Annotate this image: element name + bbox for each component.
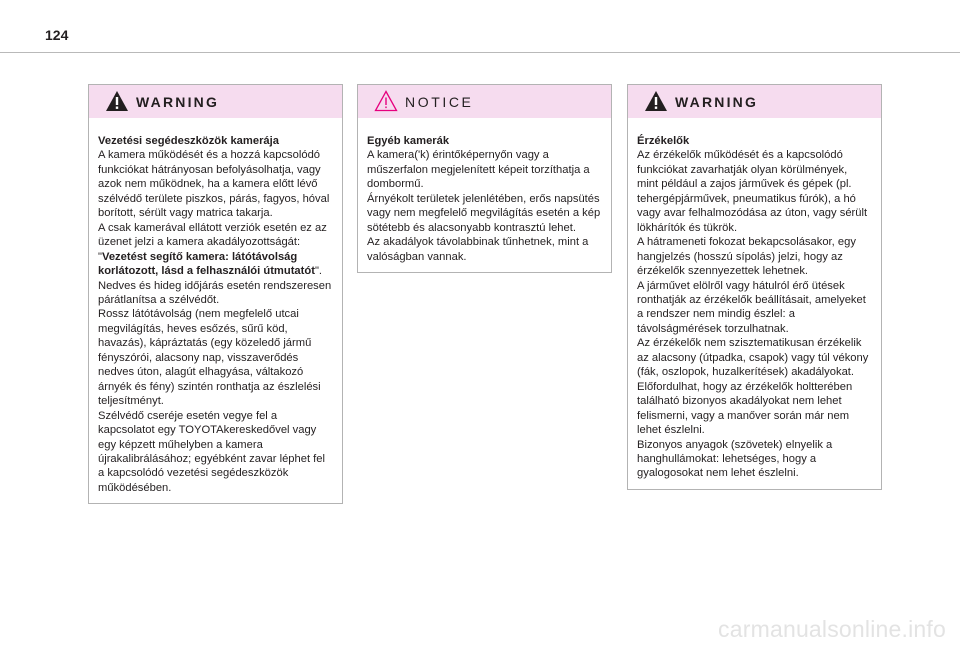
watermark: carmanualsonline.info [718, 616, 946, 642]
box-title: NOTICE [405, 94, 474, 110]
paragraph: Szélvédő cseréje esetén vegye fel a kapcsolatot egy TOYOTAkereskedővel vagy egy képzett műhelyben a kamera újrakalibrálásához; egyébként zavar léphet fel a kapcsolódó vezetési segédeszközök működésében. [98, 409, 325, 494]
box-header [358, 85, 611, 118]
message-text: Vezetést segítő kamera: látótávolság korlátozott, lásd a felhasználói útmutatót [98, 250, 315, 278]
paragraph: A csak kamerával ellátott verziók esetén ez az üzenet jelzi a kamera akadályozottságát: " [98, 221, 327, 263]
paragraph: Nedves és hideg időjárás esetén rendszeresen párátlanítsa a szélvédőt. [98, 279, 332, 306]
box-body [358, 118, 611, 272]
box-body [628, 118, 881, 489]
paragraph: Árnyékolt területek jelenlétében, erős napsütés vagy nem megfelelő megvilágítás esetén a kép sötétebb és alacsonyabb kontrasztú lehet. [367, 192, 601, 234]
box-heading: Vezetési segédeszközök kamerája [98, 135, 279, 147]
box-title: WARNING [675, 94, 759, 110]
paragraph: Előfordulhat, hogy az érzékelők holtterében található bizonyos akadályokat nem lehet felismerni, vagy a manőver során már nem lehet észlelni. [637, 380, 853, 437]
box-body [89, 118, 342, 503]
paragraph: Az akadályok távolabbinak tűnhetnek, mint a valóságban vannak. [367, 236, 589, 263]
notice-box-cameras [357, 84, 612, 273]
box-title: WARNING [136, 94, 220, 110]
paragraph: A járművet elölről vagy hátulról érő ütések ronthatják az érzékelők beállításait, amelyeket a rendszer nem mindig észlel: a távolságmérések torzulhatnak. [637, 279, 866, 335]
warning-box-sensors [627, 84, 882, 490]
box-heading: Érzékelők [637, 135, 690, 147]
paragraph: A kamera működését és a hozzá kapcsolódó funkciókat hátrányosan befolyásolhatja, vagy azok nem működnek, ha a kamera előtt lévő szélvédő területe piszkos, párás, fagyos, hóval borított, sérült vagy matrica takarja. [98, 149, 330, 220]
box-heading: Egyéb kamerák [367, 135, 450, 147]
paragraph: A hátrameneti fokozat bekapcsolásakor, egy hangjelzés (hosszú sípolás) jelzi, hogy az érzékelők szennyezettek lehetnek. [637, 236, 856, 278]
page-number: 124 [45, 27, 69, 43]
top-divider [0, 52, 960, 53]
warning-triangle-icon [644, 90, 668, 112]
paragraph: A kamera('k) érintőképernyőn vagy a műszerfalon megjelenített képeit torzíthatja a dombormű. [367, 149, 590, 191]
notice-triangle-icon [374, 90, 398, 112]
warning-box-camera [88, 84, 343, 504]
paragraph: Rossz látótávolság (nem megfelelő utcai megvilágítás, heves esőzés, sűrű köd, havazás), kápráztatás (egy közeledő jármű fényszórói, alacsony nap, visszaverődés nedves úton, alagút elhagyása, váltakozó árnyék és fény) szintén ronthatja az észlelési teljesítményt. [98, 308, 321, 408]
box-header [628, 85, 881, 118]
paragraph: Az érzékelők működését és a kapcsolódó funkciókat zavarhatják olyan körülmények, mint például a zajos járművek és gépek (pl. tehergépjárművek, pneumatikus fúrók), a hó vagy avar felhalmozódása az úton, vagy sérült lökhárítók és tükrök. [637, 149, 868, 234]
box-header [89, 85, 342, 118]
warning-triangle-icon [105, 90, 129, 112]
paragraph: Bizonyos anyagok (szövetek) elnyelik a hanghullámokat: lehetséges, hogy a gyalogosokat nem lehet észlelni. [637, 438, 833, 480]
paragraph: Az érzékelők nem szisztematikusan érzékelik az alacsony (útpadka, csapok) vagy túl vékony (fák, oszlopok, huzalkerítések) akadályokat. [637, 337, 869, 379]
paragraph-end: ". [314, 265, 323, 278]
